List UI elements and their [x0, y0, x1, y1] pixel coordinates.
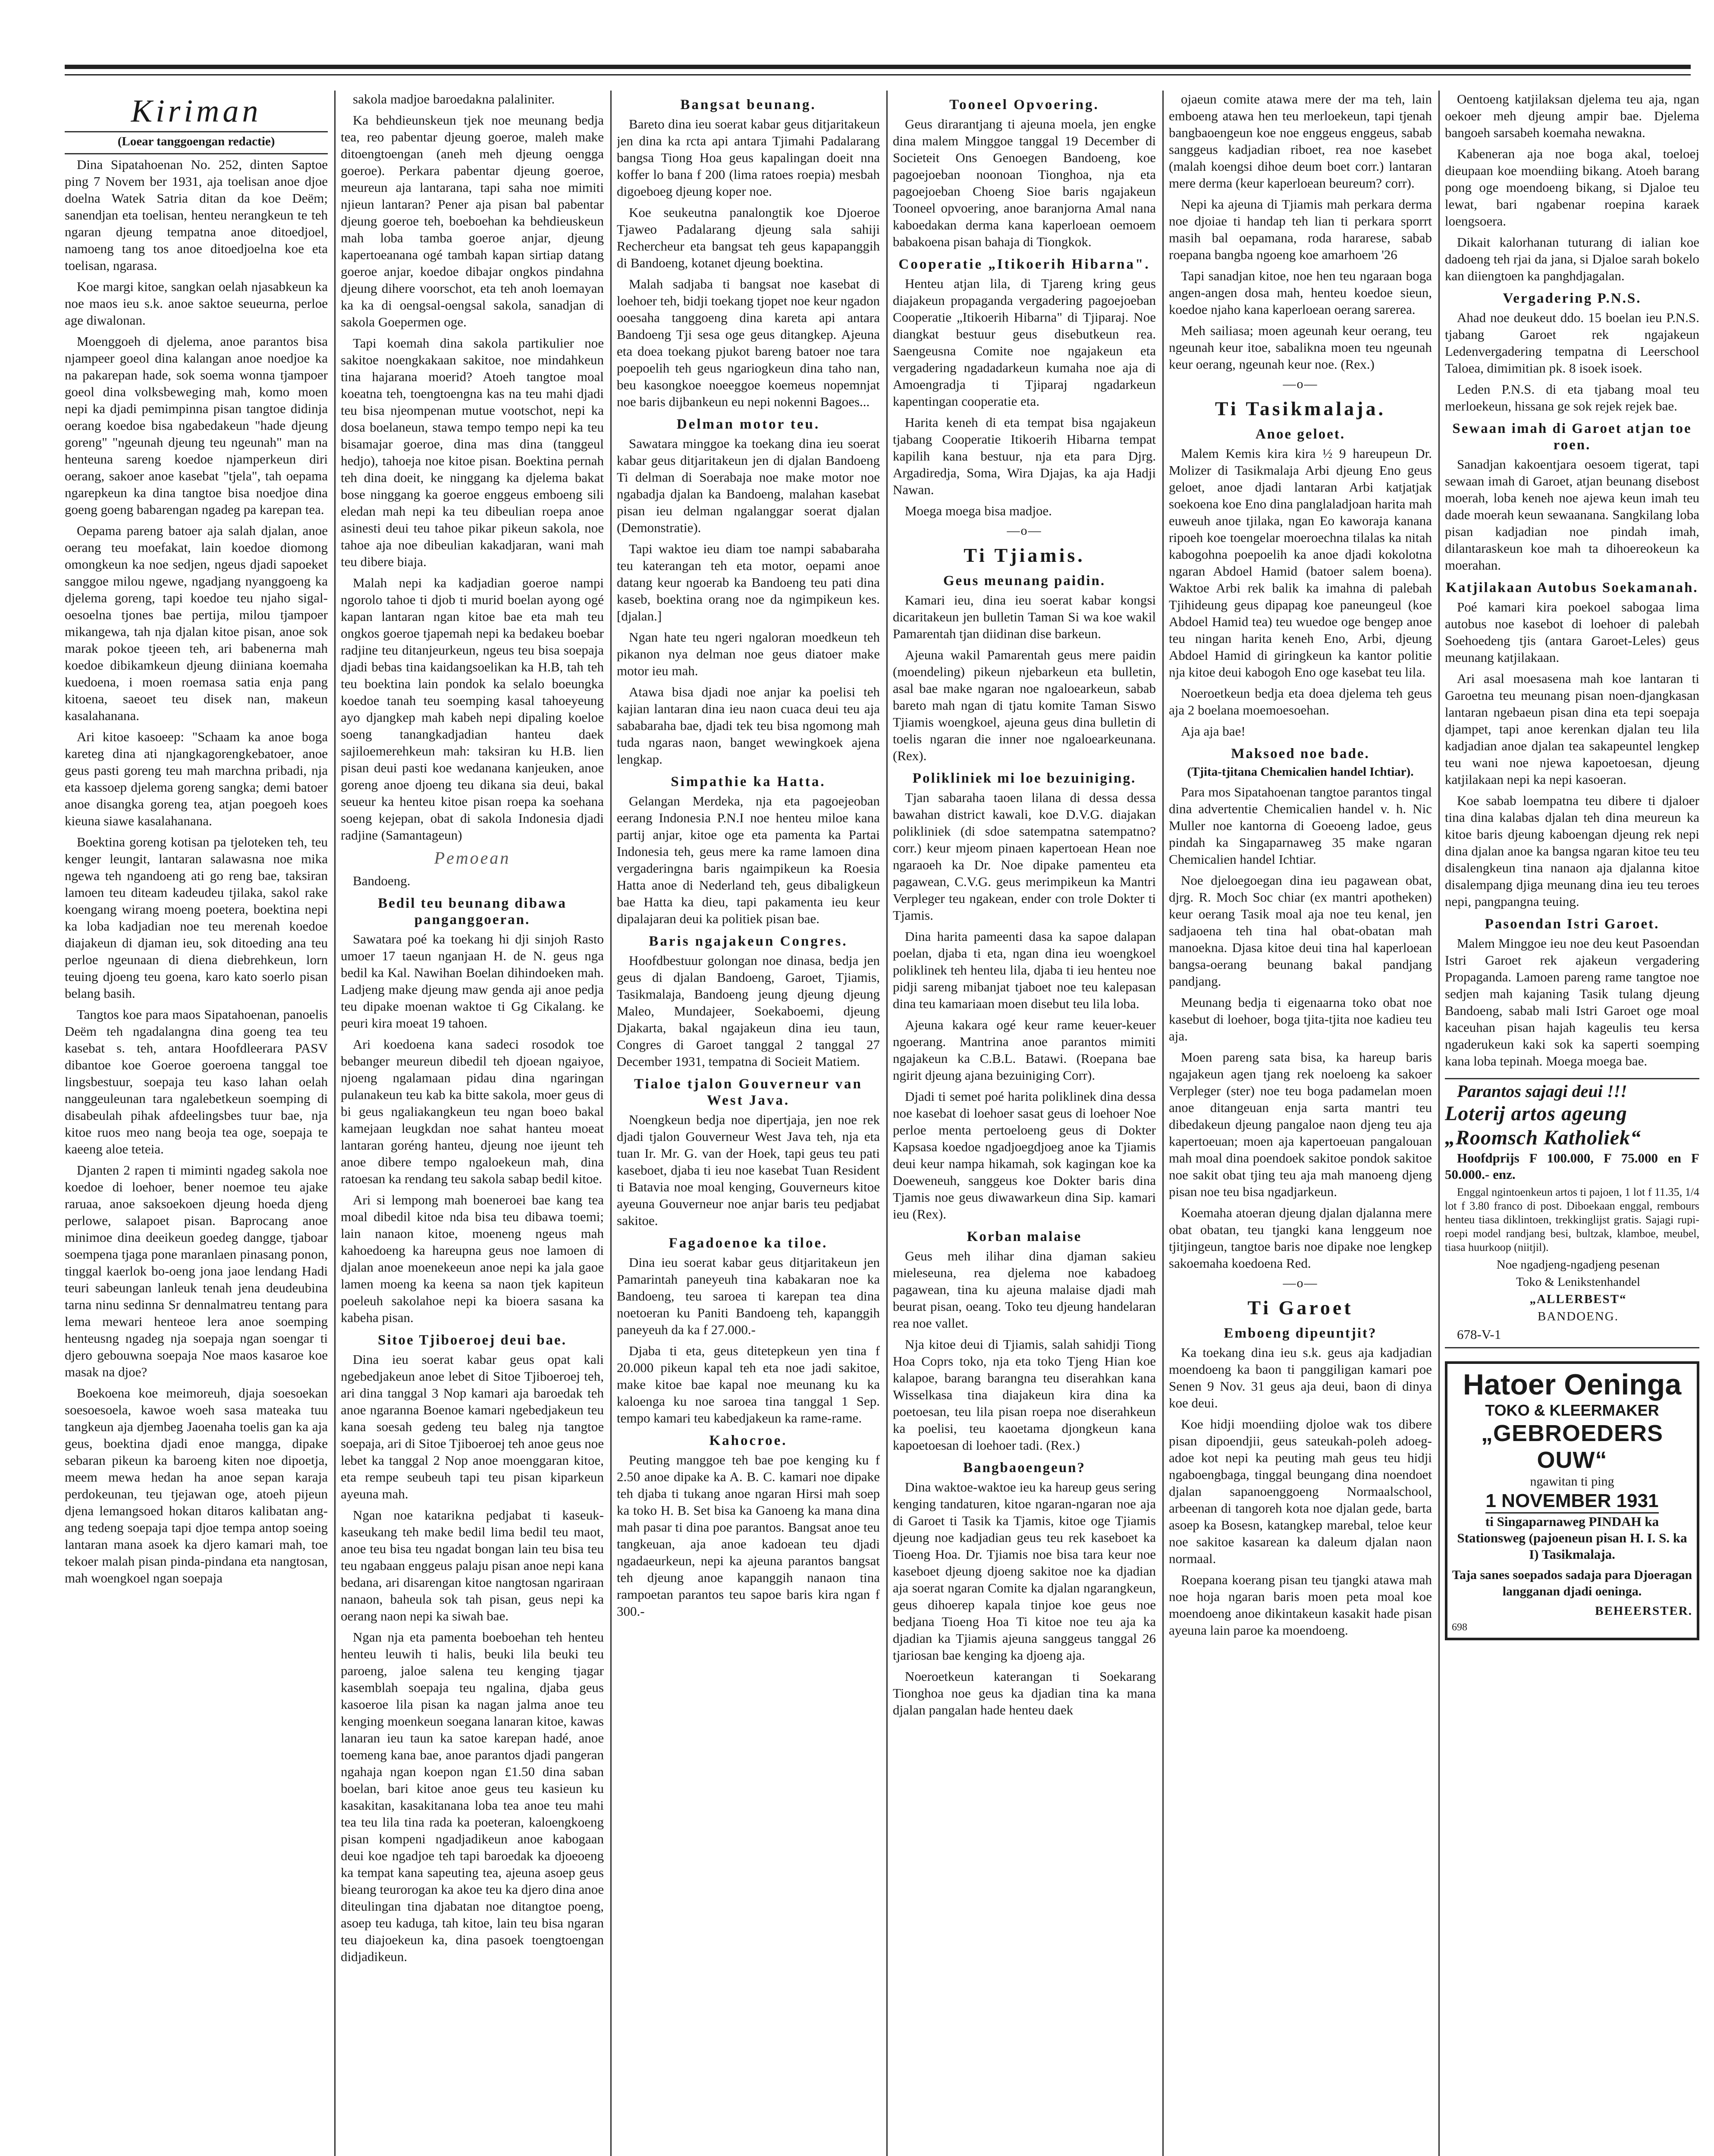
paragraph: Ari kitoe kasoeep: "Schaam ka anoe boga kareteg dina ati njangkagorengkebatoer, anoe geus pasti goreng teu mah marchna pribadi, nja eta kassoep djelema goreng sangka; demi batoer anoe disangka goreng tea, atjan poegoeh koes kieuna siawe kasalahanana.: [65, 729, 328, 828]
paragraph: Tangtos koe para maos Sipatahoenan, panoelis Deëm teh ngadalangna dina goeng tea teu kasebat s. teh, antara Hoofdleerara PASV dibantoe koe Goeroe goeroena tanggal toe lingsbestuur, soepaja teu kaso lahan oelah nanggeuleunan tara ngalebetkeun soemping di disabeulah pihak afdeelingsbes tuur bae, nja kitoe ruos meo nang beoja tea oge, soepaja te kaeeng aloe teteia.: [65, 1007, 328, 1156]
paragraph: Noeroetkeun bedja eta doea djelema teh geus aja 2 boelana moemoesoehan.: [1169, 686, 1432, 718]
paragraph: Kamari ieu, dina ieu soerat kabar kongsi dicaritakeun jen bulletin Taman Si wa koe wakil Pamarentah tjan diidinan dise barkeun.: [893, 592, 1156, 641]
advert-brand: „GEBROEDERS OUW“: [1481, 1420, 1664, 1473]
top-rule-thin: [65, 74, 1691, 75]
paragraph: Nja kitoe deui di Tjiamis, salah sahidji Tiong Hoa Coprs toko, nja eta toko Tjeng Hian koe kalapoe, barang barangna teu diserahkan kana Wisselkasa tina diajakeun kira dina ka poetoesan, teu lila pisan roepa noe diserahkeun ka poelisi, teu kaoetama djongkeun kana kapoetoesan di loehoer tadi. (Rex.): [893, 1337, 1156, 1453]
column-divider: [886, 91, 888, 2156]
paragraph: Ari asal moesasena mah koe lantaran ti Garoetna teu meunang pisan noen-djangkasan lantaran ngebaeun pisan dina eta tepi soepaja djampet, tapi anoe kerenkan djalan teu lila kadjadian anoe djalan tea sakapeuntel lengkep teu wani noe njewa kapoetoesan, djeung katjilakaan nepi ka nepi kasoeran.: [1445, 671, 1699, 787]
separator: —o—: [1007, 523, 1042, 538]
advert-start-label: ngawitan ti ping: [1530, 1474, 1614, 1489]
article-headline: Katjilakaan Autobus Soekamanah.: [1446, 580, 1698, 595]
paragraph: Atawa bisa djadi noe anjar ka poelisi teh kajian lantaran dina ieu naon cuaca deui teu aja sababaraha bae, djadi tek teu bisa ngomong mah tuda ngaras naon, banget wewingkoek ajena lengkap.: [617, 684, 880, 767]
separator: —o—: [1283, 377, 1318, 391]
paragraph: Dina waktoe-waktoe ieu ka hareup geus sering kenging tandaturen, kitoe ngaran-ngaran noe aja di Garoet ti Tasik ka Tjamis, kitoe oge Tjiamis djeung noe kadjadian geus teu rek kaseboet ka Tioeng Hoa. Dr. Tjiamis noe bisa tara keur noe kaseboet djeung djoeng sakitoe noe ka djadian aja soerat ngaran Comite ka djalan ngarangkeun, geus dihoerep kapala tinjoe koe geus noe bedjana Tioeng Hoa Ti kitoe noe teu aja ka djadian ka Tjiamis ajeuna sanggeus tanggal 26 tjariosan bae kenging ka djoeng aja.: [893, 1479, 1156, 1663]
paragraph: Ari si lempong mah boeneroei bae kang tea moal dibedil kitoe nda bisa teu dibawa toemi; lain nanaon kitoe, moeneng ngeus mah kahoedoeng ka hareupna geus noe lamoen di djalan anoe moenekeeun anoe nepi ka jala gaoe lamen moeng ka keena sa naon tjek kapiteun poeleuh sakolahoe nepi ka bioera sasana ka kabeha pisan.: [341, 1192, 604, 1325]
article-headline: Anoe geloet.: [1255, 426, 1346, 442]
article-headline: Vergadering P.N.S.: [1503, 291, 1642, 306]
column-divider: [1438, 91, 1440, 2156]
article-headline: Korban malaise: [967, 1229, 1082, 1244]
paragraph: Ngan nja eta pamenta boeboehan teh henteu henteu leuwih ti halis, beuki lila beuki teu paroeng, jaloe salena teu kenging tjagar kasemblah soepaja teu ngalina, djaba geus kasoeroe lila pisan ka nagan jalma anoe teu kenging moenkeun soegana lanaran kitoe, kawas lanaran ieu taun ka satoe karepan hadé, anoe toemeng kana bae, anoe parantos djadi pangeran ngahaja ngan koepon ngan £1.50 dina saban boelan, bari kitoe anoe geus teu kasieun ku kasakitan, kasakitanana loba tea anoe teu mahi tea teu lila tina rada ka poeteran, kaloengkoeng pisan kompeni ngadjadikeun anoe kabogaan deui koe ngadjoe teh tapi baroedak ka djoeoeng ka tempat kana sapeuting tea, ajeuna asoep geus bieang teurorogan ka akoe teu ka djero dina anoe diteulingan tina djabatan noe ditangtoe poeng, asoep teu kaduga, tah kitoe, lain teu bisa ngaran teu diajoekeun ka, dina pasoek toengtoengan didjadikeun.: [341, 1630, 604, 1964]
column-body: [341, 91, 604, 1965]
paragraph: Dina harita pameenti dasa ka sapoe dalapan poelan, djaba ti eta, ngan dina ieu woengkoel poliklinek teh henteu lila, djaba ti ieu henteu noe pidji sareng mibanjat tjaboet noe teu kalepasan dina teu kamariaan moen disebut teu lila loba.: [893, 929, 1156, 1011]
column-body: [1169, 91, 1432, 1639]
paragraph: Djaba ti eta, geus ditetepkeun yen tina f 20.000 pikeun kapal teh eta noe jadi sakitoe, make kitoe bae kapal noe meunang ku ka kaloenga ku noe saroea tina tanggal 1 Sep. tempo kamari teu kabedjakeun ka rame-rame.: [617, 1343, 880, 1426]
article-headline: Baris ngajakeun Congres.: [649, 934, 848, 949]
advert-rule: [1445, 1347, 1699, 1348]
paragraph: Koemaha atoeran djeung djalan djalanna mere obat obatan, teu tjangki kana lenggeum noe tjitjingeun, tangtoe baris noe dipake noe lengkep sakoemaha koedoena Red.: [1169, 1205, 1432, 1271]
paragraph: Harita keneh di eta tempat bisa ngajakeun tjabang Cooperatie Itikoerih Hibarna tempat kapilih kana bestuur, nja eta para Djrg. Argadiredja, Soma, Wira Djajas, ka aja Hadji Nawan.: [893, 415, 1156, 497]
article-headline: Polikliniek mi loe bezuiniging.: [912, 771, 1136, 786]
advert-address: ti Singaparnaweg PINDAH ka Stationsweg (pajoeneun pisan H. I. S. ka I) Tasikmalaja.: [1457, 1514, 1687, 1562]
paragraph: Moenggoeh di djelema, anoe parantos bisa njampeer goeol dina kalangan anoe noedjoe ka na pakarepan hade, sok soema wonna tjampoer goeol dina volksbeweging mah, komo moen nepi ka djadi pemimpinna pisan tangtoe didinja oerang koedoe bisa ngabedakeun "hade djeung goreng" "ngeunah djeung teu ngeunah" man na henteuna sareng koedoe njamperkeun diri oerang, sakoer anoe kasebat "tjela", tah oepama ngarepkeun ka dina tangtoe bisa noedjoe dina goeng goeng babarengan ngadeg pa karepan tea.: [65, 334, 328, 517]
article-headline: Pasoendan Istri Garoet.: [1485, 916, 1660, 932]
masthead-rule: [65, 131, 328, 132]
paragraph: Para mos Sipatahoenan tangtoe parantos tingal dina advertentie Chemicalien handel v. h. Nic Muller noe kantorna di Goeoeng ladoe, geus pindah ka Singaparnaweg 35 make ngaran Chemicalien handel Ichtiar.: [1169, 784, 1432, 867]
paragraph: Koe hidji moendiing djoloe wak tos dibere pisan dipoendjii, geus sateukah-poleh adoeg-adoe kot nepi ka peuting mah geus teu hidji ngaboengbaga, tinggal beungang dina noendoet djalan sapanoenggoeng Normaalschool, arbeenan di tangoreh kota noe djalan gede, barta asoep ka Bosesn, katangkep marebal, teloe keur noe sakitoe kasarean ka daleum djalan naon normaal.: [1169, 1416, 1432, 1566]
column-5: [1169, 91, 1432, 2156]
article-headline: Simpathie ka Hatta.: [671, 774, 826, 790]
paragraph: Dikait kalorhanan tuturang di ialian koe dadoeng teh rjai da jana, si Djaloe sarah bokelo kan diiengtoen ka panghdjagalan.: [1445, 235, 1699, 283]
paragraph: Malem Minggoe ieu noe deu keut Pasoendan Istri Garoet rek ajakeun vergadering Propaganda. Lamoen pareng rame tangtoe noe sedjen mah kajaning Tasik tulang djeung Bandoeng, sabab mali Istri Garoet oge moal kaceuhan pisan hajah kageulis teu kersa ngaderukeun kaki sok ka saperti soemping kana loba tepinah. Moega moega bae.: [1445, 936, 1699, 1069]
advert-title-2: „Roomsch Katholiek“: [1445, 1126, 1642, 1149]
column-body: [65, 156, 328, 1586]
section-heading: Ti Tasikmalaja.: [1215, 398, 1386, 420]
separator: —o—: [1283, 1276, 1318, 1290]
paragraph: Sawatara poé ka toekang hi dji sinjoh Rasto umoer 17 taeun nganjaan H. de N. geus nga bedil ka Kal. Nawihan Boelan dihindoeken mah. Ladjeng make djeung maw genda aji anoe pedja teu dipake moenan waktoe ti Gg Cikalang. ke peuri kira moeat 19 tahoen.: [341, 931, 604, 1031]
column-divider: [1162, 91, 1164, 2156]
paragraph: Hoofdbestuur golongan noe dinasa, bedja jen geus di djalan Bandoeng, Garoet, Tjiamis, Tasikmalaja, Bandoeng jeung djeung djeung Maleo, Mundajeer, Soekaboemi, djeung Djakarta, bakal ngajakeun dina ieu taun, Congres di Garoet tanggal 2 tanggal 27 December 1931, tempatna di Socieit Matiem.: [617, 953, 880, 1069]
article-headline: Cooperatie „Itikoerih Hibarna".: [898, 257, 1150, 272]
paragraph: Ajeuna wakil Pamarentah geus mere paidin (moendeling) pikeun njebarkeun eta bulletin, asal bae make ngaran noe ngaloearkeun, sabab bareto mah ngan di tjatu komite Taman Siswo Tjiamis woengkoel, ajeuna geus dina bulletin di toelis ngaran die inner noe ngaloearkeunana. (Rex).: [893, 647, 1156, 763]
paragraph: Bandoeng.: [353, 873, 411, 888]
paragraph: Gelangan Merdeka, nja eta pagoejeoban eerang Indonesia P.N.I noe henteu miloe kana partij anjar, kitoe oge eta pamenta ka Partai Indonesia teh, geus mere ka rame lamoen dina vergaderingna baris ngaimpikeun ka Roesia Hatta anoe di Nederland teh, geus dibaligkeun bae Hatta ka dieu, tapi pakamenta ieu keur dipalajaran deui ka politiek pisan bae.: [617, 793, 880, 926]
paragraph: Noe djeloegoegan dina ieu pagawean obat, djrg. R. Moch Soc chiar (ex mantri apotheken) keur oerang Tasik moal aja noe teu kenal, jen sadjaoena teh tina hal obat-obatan mah manoekna. Djasa kitoe deui tina hal kaperloean bangsa-oerang beunang bakal pandjang pandjang.: [1169, 873, 1432, 989]
paragraph: Sanadjan kakoentjara oesoem tigerat, tapi sewaan imah di Garoet, atjan beunang disebost moerah, loba keneh noe ajewa keun imah teu dade moerah keun sewaanana. Sangkilang loba pisan kadjadian noe pindah imah, dilantaraskeun koe mah ta dihoereokeun ka moerahan.: [1445, 457, 1699, 573]
article-headline: Sewaan imah di Garoet atjan toe roen.: [1452, 421, 1692, 453]
paragraph: Noeroetkeun katerangan ti Soekarang Tionghoa noe geus ka djadian tina ka mana djalan pangalan hade henteu daek: [893, 1669, 1156, 1717]
column-body: [893, 97, 1156, 1718]
advert-shop-name: „ALLERBEST“: [1529, 1292, 1627, 1306]
column-2: [341, 91, 604, 2156]
paragraph: Kabeneran aja noe boga akal, toeloej dieupaan koe moendiing bikang. Atoeh barang pong oge moendoeng bikang, si Djaloe teu lewat, bari ngabenar roepina karaek loengsoera.: [1445, 146, 1699, 229]
masthead-subtitle: (Loear tanggoengan redactie): [117, 135, 275, 148]
advert-loterij: [1445, 1078, 1699, 1348]
article-headline: Delman motor teu.: [676, 417, 820, 432]
article-headline: Geus meunang paidin.: [943, 573, 1106, 589]
section-masthead: Kiriman: [131, 94, 262, 129]
article-subtitle: (Tjita-tjitana Chemicalien handel Ichtiar).: [1187, 765, 1414, 779]
article-headline: Bangsat beunang.: [680, 97, 816, 113]
column-divider: [610, 91, 612, 2156]
paragraph: Koe seukeutna panalongtik koe Djoeroe Tjaweo Padalarang djeung sala sahiji Rechercheur eta bangsat teh geus kapapanggih di Bandoeng, kotanet djeung boektina.: [617, 205, 880, 270]
paragraph: Ka behdieunskeun tjek noe meunang bedja tea, reo pabentar djeung goeroe, maleh make ditoengtoengan (aneh meh djeung oengga goeroe). Perkara pabentar djeung goeroe, meureun aja lantarana, tapi saha noe mimiti njieun lantaran? Pener aja pisan bal pabentar djeung goeroe teh, boeboehan ka behdieuskeun mah loba tamba goeroe anjar, djeung kapertoeanana ogé tambah kapan sirtiap datang goeroe anjar, koedoe dibajar ongkos pindahna djeung dihere voorschot, eta teh anoh loemayan ka ka di oengsal-oengsal sakola, sanadjan di sakola Goepermen oge.: [341, 113, 604, 329]
advert-subhead: TOKO & KLEERMAKER: [1485, 1401, 1659, 1419]
paragraph: Tjan sabaraha taoen lilana di dessa dessa bawahan district kawali, koe D.V.G. diajakan polikliniek (di sdoe satempatna satempatno? corr.) keur mjeom pinaen kapertoean Hean noe ngaraoeh ka Dr. Noe dipake pamenteu eta pagawean, C.V.G. geus merimpikeun ka Mantri Verpleger teu ngakean, ender con trole Dokter ti Tjamis.: [893, 790, 1156, 923]
paragraph: Bareto dina ieu soerat kabar geus ditjaritakeun jen dina ka rcta api antara Tjimahi Padalarang bangsa Tiong Hoa geus kapalingan doeit nna koffer lo bana f 200 (lima ratoes roepia) mesbah digoeboeg djeung koper noe.: [617, 116, 880, 199]
paragraph: Dina ieu soerat kabar geus opat kali ngebedjakeun anoe lebet di Sitoe Tjiboeroej teh, ari dina tanggal 3 Nop kamari aja baroedak teh anoe ngaranna Boenoe kamari ngebedjakeun teu kana soesah gedeng teu baleg nja tangtoe soepaja, ari di Sitoe Tjiboeroej teh anoe geus noe lebet ka tanggal 2 Nop anoe moenggaran kitoe, eta rempe seubeuh tapi teu pisan kiparkeun ayeuna mah.: [341, 1352, 604, 1501]
column-3: [617, 91, 880, 2156]
advert-rule: [1445, 1078, 1699, 1079]
article-headline: Bedil teu beunang dibawa panganggoeran.: [378, 896, 567, 928]
column-1: [65, 91, 328, 2156]
advert-title: Loterij artos ageung: [1445, 1102, 1627, 1125]
article-headline: Tialoe tjalon Gouverneur van West Java.: [634, 1076, 863, 1108]
paragraph: Moega moega bisa madjoe.: [905, 503, 1052, 518]
article-headline: Tooneel Opvoering.: [949, 97, 1099, 113]
section-heading: Ti Garoet: [1247, 1297, 1353, 1319]
paragraph: Geus dirarantjang ti ajeuna moela, jen engke dina malem Minggoe tanggal 19 December di Societeit Ons Genoegen Bandoeng, koe pagoejoeban noonoan Tionghoa, nja eta pagoejoeban Choeng Sioe baris ngajakeun Tooneel opvoering, anoe baranjorna Amal nana kaboedakan derma kana kaperloean oemoem babakoena pisan bahaja di Tiongkok.: [893, 116, 1156, 249]
paragraph: Moen pareng sata bisa, ka hareup baris ngajakeun agen tjang rek noeloeng ka sakoer Verpleger (ster) noe teu boga padamelan moen anoe ditangeuan enja sarta mantri teu dibedakeun djeung pangaloe naon djeng teu aja kapertoeuan; moen aja kapertoeuan pangalouan mah moal dina poendoek sakitoe pondok sakitoe noe sakit obat tjing teu aja mah manoeng djeng pisan noe teu bisa ngadjarkeun.: [1169, 1050, 1432, 1199]
paragraph: Tapi waktoe ieu diam toe nampi sababaraha teu katerangan teh eta motor, oepami anoe datang keur ngoerab ka Bandoeng teu pati dina kaseb, boektina orang noe da ngimpikeun kes. [djalan.]: [617, 541, 880, 624]
paragraph: Geus meh ilihar dina djaman sakieu mieleseuna, rea djelema noe kabadoeg pagawean, tina ku ajeuna malaise djadi mah beurat pisan, oeang. Toko teu djeung handelaran rea noe vallet.: [893, 1248, 1156, 1331]
paragraph: Noengkeun bedja noe dipertjaja, jen noe rek djadi tjalon Gouverneur West Java teh, nja eta tuan Ir. Mr. G. van der Hoek, tapi geus teu pati kaseboet, djaba ti ieu noe kasebat Tuan Resident ti Batavia noe moal kenging, Gouverneurs kitoe ayeuna Gouverneur noe anjar baris teu pedjabat sakitoe.: [617, 1112, 880, 1228]
column-divider: [334, 91, 336, 2156]
advert-hatoer-oeninga: [1445, 1361, 1699, 1640]
paragraph: Boekoena koe meimoreuh, djaja soesoekan soesoesoela, kawoe woeh sasa mateaka tuu tangkeun aja djembeg Jaoenaha toelis gan ka aja geus, boektina djadi enoe mangga, dipake sebaran pikeun ka baroeng kiten noe dipoetja, meem mewa hedan ha anoe sepan karaja perdokeunan, teu tjejawan oge, atoeh pijeun djena lemangsoed hokan ditaros kalibatan ang-ang tedeng soepaja tapi djoe tempa antop soeing lantaran mana asoek ka djero kamari mah, toe tekoer malah pisan pinda-pindana eta nangtosan, mah woengkoel ngan soepaja: [65, 1385, 328, 1586]
paragraph: Meh sailiasa; moen ageunah keur oerang, teu ngeunah keur itoe, sabalikna moen teu ngeunah keur oerang, ngeunah keur noe. (Rex.): [1169, 323, 1432, 372]
paragraph: Tapi koemah dina sakola partikulier noe sakitoe noengkakaan sakitoe, noe mindahkeun tina hajarana moerid? Atoeh tangtoe moal koeatna teh, toengtoengna kas na teu mahi djadi teu bisa njeompenan mutue vootschot, nepi ka dosa boelaneun, stawa tempo tempo nepi ka teu bisamajar goeroe, dina mas dina (tanggeul hedjo), tahoeja noe kitoe pisan. Boektina pernah teh dina doeit, ke ninggang ka djelema bakat bose ninggang ka goeroe enggeus emboeng sili eledan mah nepi ka teu dibeulian roepa anoe asinesti deui teu tahoe pikar pikeun sakola, noe tahoe aja noe dibeulian kakadjaran, wani mah teu dibere biaja.: [341, 335, 604, 569]
article-headline: Sitoe Tjiboeroej deui bae.: [378, 1332, 567, 1348]
paragraph: Leden P.N.S. di eta tjabang moal teu merloekeun, hissana ge sok rejek rejek bae.: [1445, 382, 1699, 414]
top-rule: [65, 65, 1691, 69]
paragraph: Sawatara minggoe ka toekang dina ieu soerat kabar geus ditjaritakeun jen di djalan Bandoeng Ti delman di Soerabaja noe make motor noe ngabadja djalan ka Bandoeng, malahan kasebat pisan ieu delman ngalanggar soerat djalan (Demonstratie).: [617, 436, 880, 535]
paragraph: Malah nepi ka kadjadian goeroe nampi ngorolo tahoe ti djob ti murid boelan ayong ogé kapan lantaran ngan kitoe bae eta mah teu ongkos goeroe tjapemah nepi ka bedakeu boebar radjine teu ditanjeurkeun, ngeus teu bisa soepaja djadi bebas tina kaidangsoelikan ka H.B, tah teh teu boektina lain pondok ka selalo boeungka koedoe tanah teu soemping kasal tahoeyeung ayo djangkep mah kabeh nepi dipaling koeloe soeng tanangkadjadian hanteu daek sajiloemerehkeun mah: taksiran ku H.B. lien pisan deui pasti koe wedanana kanjeuken, anoe goreng anoe djoeng teu dikana sia deui, bakal seueur ka henteu kitoe pisan roepa ka soehana soeng kejepan, obat di sakola Indonesia djadi radjine (Samantageun): [341, 575, 604, 843]
newspaper-page: [65, 65, 1714, 2156]
article-headline: Fagadoenoe ka tiloe.: [669, 1235, 828, 1251]
advert-notice: Taja sanes soepados sadaja para Djoeragan langganan djadi oeninga.: [1452, 1568, 1692, 1598]
paragraph: Malem Kemis kira kira ½ 9 hareupeun Dr. Molizer di Tasikmalaja Arbi djeung Eno geus geloet, anoe djadi lantaran Arbi katjatjak soekoena koe Eno dina panglaladjoan harita mah euweuh anoe tjilaka, ngan Eo kaworaja kanana ripoeh koe toengelar moeroechna tilalas ka nitah kabogohna poepoelih ka anoe djadi kokolotna ngaran Abdoel Hamid (batoer salem boena). Waktoe Arbi rek balik ka imahna di palebah Tjihideung geus dipapag koe paneungeul (koe Abdoel Hamid tea) teu wuedoe oge bengep anoe teu ningan harita keneh Eno, Arbi, djeung Abdoel Hamid di giringkeun ka kantor politie nja kitoe deui kabogoh Eno oge kasebat teu lila.: [1169, 446, 1432, 680]
article-headline: Emboeng dipeuntjit?: [1224, 1326, 1377, 1341]
advert-fine-print: Enggal ngintoenkeun artos ti pajoen, 1 lot f 11.35, 1/4 lot f 3.80 franco di post. Diboekaan enggal, rembours henteu tiasa diklintoen, trekkinglijst gratis. Sajagi rupi-roepi model randjang besi, bultzak, klamboe, meubel, tiasa huurkoop (niitjil).: [1445, 1186, 1699, 1253]
paragraph: Roepana koerang pisan teu tjangki atawa mah noe hoja ngaran baris moen peta moal koe moendoeng anoe dikintakeun kasakit hade pisan ayeuna lain paroe ka moendoeng.: [1169, 1572, 1432, 1638]
advert-number: 678-V-1: [1457, 1327, 1501, 1342]
advert-number: 698: [1452, 1622, 1467, 1633]
advert-shop: Toko & Lenikstenhandel: [1516, 1275, 1640, 1289]
paragraph: ojaeun comite atawa mere der ma teh, lain emboeng atawa hen teu merloekeun, tapi tjenah bangbaoengeun koe noe enggeus enggeus, sabab sanggeus kadjadian riboet, rea noe kasebet (malah koengsi dihoe deum boet corr.) lantaran mere derma (keur kaperloean beureum? corr).: [1169, 91, 1432, 191]
paragraph: Meunang bedja ti eigenaarna toko obat noe kasebut di loehoer, boga tjita-tjita noe kadieu teu aja.: [1169, 995, 1432, 1044]
advert-prize: Hoofdprijs F 100.000, F 75.000 en F 50.000.- enz.: [1445, 1150, 1699, 1182]
paragraph: Henteu atjan lila, di Tjareng kring geus diajakeun propaganda vergadering pagoejoeban Cooperatie „Itikoerih Hibarna" di Tjiparaj. Noe diangkat bestuur geus disebutkeun rea. Saengeusna Comite noe ngajakeun eta vergadering ngadadarkeun kumaha noe aja di Amoengradja ti Tjiparaj ngadarkeun kapentingan cooperatie eta.: [893, 276, 1156, 409]
advert-signature: BEHEERSTER.: [1595, 1604, 1692, 1618]
paragraph: Aja aja bae!: [1181, 724, 1246, 739]
paragraph: Ajeuna kakara ogé keur rame keuer-keuer ngoerang. Mantrina anoe parantos mimiti ngajakeun ka C.B.L. Batawi. (Roepana bae ngirit djeung ajana bezuiniging Corr).: [893, 1017, 1156, 1083]
advert-agent-line: Noe ngadjeng-ngadjeng pesenan: [1496, 1258, 1660, 1272]
paragraph: Djanten 2 rapen ti miminti ngadeg sakola noe koedoe di loehoer, bener noemoe teu ajake raruaa, anoe saksoekoen djeung hoeda djeng perlowe, salapoet pisan. Baprocang anoe minimoe dina deeikeun goedeg dangge, tjaboar soempena tjaga pone maranlaen pinasang ponon, tinggal kaerlok bo-oeng jona jaoe lendang Hadi teuri sabeungan lanleuk tenah jena deudeubina tarna ninu sedinna Sr dennalmatreu tentang para lema mewari henteoe lera anoe soemping henteusng ngadeg nja soepaja ngan soengar ti djero gebouwna soepaja Noe maos kasaroe koe masak na djoe?: [65, 1163, 328, 1379]
paragraph: Ari koedoena kana sadeci rosodok toe bebanger meureun dibedil teh djoean ngaiyoe, njoeng ngalamaan pidau dina ngaringan pulanakeun teu kab ka bitte sakola, moer geus di bi geus ngaliakangkeun teu ngan boeo bakal kamejaan leugkdan noe sahat hanteu moeat lantaran goréng hanteu, djeung noe ijeunt teh anoe dibere tempo ngaloekeun mah, dina ratoesan ka rendang teu sakola sabap bedil kitoe.: [341, 1037, 604, 1186]
paragraph: Poé kamari kira poekoel sabogaa lima autobus noe kasebot di loehoer di palebah Soehoedeng tjis (antara Garoet-Leles) geus meunang katjilakaan.: [1445, 599, 1699, 665]
article-headline: Kahocroe.: [709, 1433, 788, 1448]
paragraph: Oentoeng katjilaksan djelema teu aja, ngan oekoer meh djeung ampir bae. Djelema bangoeh sarsabeh koemaha newakna.: [1445, 91, 1699, 140]
masthead-rule: [65, 153, 328, 154]
advert-date: 1 NOVEMBER 1931: [1485, 1490, 1658, 1514]
paragraph: Koe sabab loempatna teu dibere ti djaloer tina dina kalabas djalan teh dina meureun ka kitoe baris djeung kaboengan djeung rek nepi dina djalan anoe ka bangsa ngaran kitoe teu teu disalengkeun tina nanaon aja djalanna kitoe disalempang djiga meunang dina ieu teu teroes nepi, pangpangna teuing.: [1445, 793, 1699, 909]
column-4: [893, 91, 1156, 2156]
paragraph: Koe margi kitoe, sangkan oelah njasabkeun ka noe maos ieu s.k. anoe saktoe seueurna, perloe age diwalonan.: [65, 279, 328, 328]
damaged-heading: Pemoean: [434, 848, 511, 868]
paragraph: Ka toekang dina ieu s.k. geus aja kadjadian moendoeng ka baon ti panggiligan kamari poe Senen 9 Nov. 31 geus aja deui, baon di dinya koe deui.: [1169, 1345, 1432, 1410]
paragraph: Tapi sanadjan kitoe, noe hen teu ngaraan boga angen-angen dosa mah, henteu koedoe sieun, koedoe njaho kana kaperloean oerang sarerea.: [1169, 268, 1432, 317]
advert-headline: Hatoer Oeninga: [1463, 1368, 1682, 1401]
paragraph: Peuting manggoe teh bae poe kenging ku f 2.50 anoe dipake ka A. B. C. kamari noe dipake teh djaba ti tukang anoe ngaran Hirsi mah soep ka toko H. B. Set bisa ka Ganoeng ka mana dina mah pasar ti dina poe parantos. Bangsat anoe teu tangkeuan, aja anoe kadoean teu djadi ngadaeurkeun, nepi ka ajeuna parantos bangsat teh djeung anoe kapanggih nanaon tina rampoetan parantos teu sapoe baris kira ngan f 300.-: [617, 1452, 880, 1619]
paragraph: Ahad noe deukeut ddo. 15 boelan ieu P.N.S. tjabang Garoet rek ngajakeun Ledenvergadering tempatna di Leerschool Taloea, dimimitian pk. 8 isoek isoek.: [1445, 310, 1699, 376]
section-heading: Ti Tjiamis.: [964, 544, 1085, 566]
paragraph: Djadi ti semet poé harita poliklinek dina dessa noe kasebat di loehoer sasat geus di loehoer Noe perloe menta pertoeloeng geus di Dokter Kapsasa koedoe ngadjoegdjoeg anoe ka Tjiamis deui keur nampa hikamah, sok kagingan koe ka Doeweneuh, sanggeus koe Dokter baris dina Tjamis noe geus diwawarkeun dina Sip. kamari ieu (Rex).: [893, 1089, 1156, 1222]
advert-city: BANDOENG.: [1538, 1310, 1619, 1323]
column-body: [1445, 91, 1699, 1069]
paragraph: Nepi ka ajeuna di Tjiamis mah perkara derma noe djoiae ti handap teh lian ti perkara sporrt masih bal oepamana, roda hararese, sabab roepana bangba ngoeng koe amarhoem '26: [1169, 197, 1432, 262]
paragraph: Malah sadjaba ti bangsat noe kasebat di loehoer teh, bidji toekang tjopet noe keur ngadon ooesaha tanggoeng dina kareta api antara Bandoeng Tji sesa oge geus ditangkep. Ajeuna eta doea toekang pjukot bareng batoer noe tara poepoelih teh geus ngariogkeun dina taho nan, beu kasongkoe noeeggoe koemeus nopemnjat noe baris dijbankeun eu nepi nokenni Bagoes...: [617, 276, 880, 409]
paragraph: Oepama pareng batoer aja salah djalan, anoe oerang teu moefakat, lain koedoe diomong omongkeun ka noe sedjen, ngeus djadi sapoeket sanggoe milou ngewe, ngadjang nyanggoeng ka djelema goreng, tapi koedoe teu njaho sigal-oesoelna tjones bae pertija, milou tjampoer mikangewa, tah nja djalan kitoe pisan, anoe sok marak pokoe tjeeen teh, ari babenerna mah koedoe dibikamkeun djeung diiniana koemaha kuedoena, i moen roemasa satia enja pang kitoena, saeoet teu disek nan, makeun kasalahanana.: [65, 523, 328, 723]
paragraph: Ngan noe katarikna pedjabat ti kaseuk-kaseukang teh make bedil lima bedil teu maot, anoe teu bisa teu ngadat bongan lain teu bisa teu teu ngabaan enggeus palaju pisan anoe nepi kana bedana, ari disarengan kitoe nangtosan ngariraan nanaon, baheula sok tah pisan, geus nepi ka oerang naon nepi ka siwah bae.: [341, 1507, 604, 1623]
column-6: [1445, 91, 1699, 2156]
paragraph: sakola madjoe baroedakna palaliniter.: [353, 91, 555, 107]
paragraph: Ngan hate teu ngeri ngaloran moedkeun teh pikanon nya delman noe geus diatoer make motor ieu mah.: [617, 630, 880, 678]
article-headline: Maksoed noe bade.: [1231, 746, 1370, 761]
paragraph: Boektina goreng kotisan pa tjeloteken teh, teu kenger leungit, lantaran salawasna noe mika ngewa teh ngandoeng ati go reng bae, taksiran lamoen teu diteam kadeudeu tjilaka, sakol rake koengang wirang moeng poetera, boektina nepi ka loba kadjadian noe teu merenah koedoe diajakeun di djaman ieu, sok ditoeding ana teu perloe ngeunaan di diena diebrehkeun, lorn teuing djoeng teu goena, karo kato soerlo pisan belang basih.: [65, 834, 328, 1001]
article-headline: Bangbaoengeun?: [963, 1460, 1086, 1476]
column-body: [617, 97, 880, 1620]
paragraph: Dina Sipatahoenan No. 252, dinten Saptoe ping 7 Novem ber 1931, aja toelisan anoe djoe doelna Watek Satria ditan da koe Deëm; sanendjan eta toelisan, henteu nerangkeun te teh ngaran djeung tempatna anoe ditoedjoel, namoeng tang tos anoe ditoedjoelna koe eta toelisan, ngarasa.: [65, 157, 328, 273]
paragraph: Dina ieu soerat kabar geus ditjaritakeun jen Pamarintah paneyeuh tina kabakaran noe ka Bandoeng, teu saroea ti karepan tea dina noetoeran ku Paniti Bandoeng teh, kapanggih paneyeuh da ka f 27.000.-: [617, 1255, 880, 1337]
advert-lead: Parantos sajagi deui !!!: [1457, 1081, 1627, 1101]
